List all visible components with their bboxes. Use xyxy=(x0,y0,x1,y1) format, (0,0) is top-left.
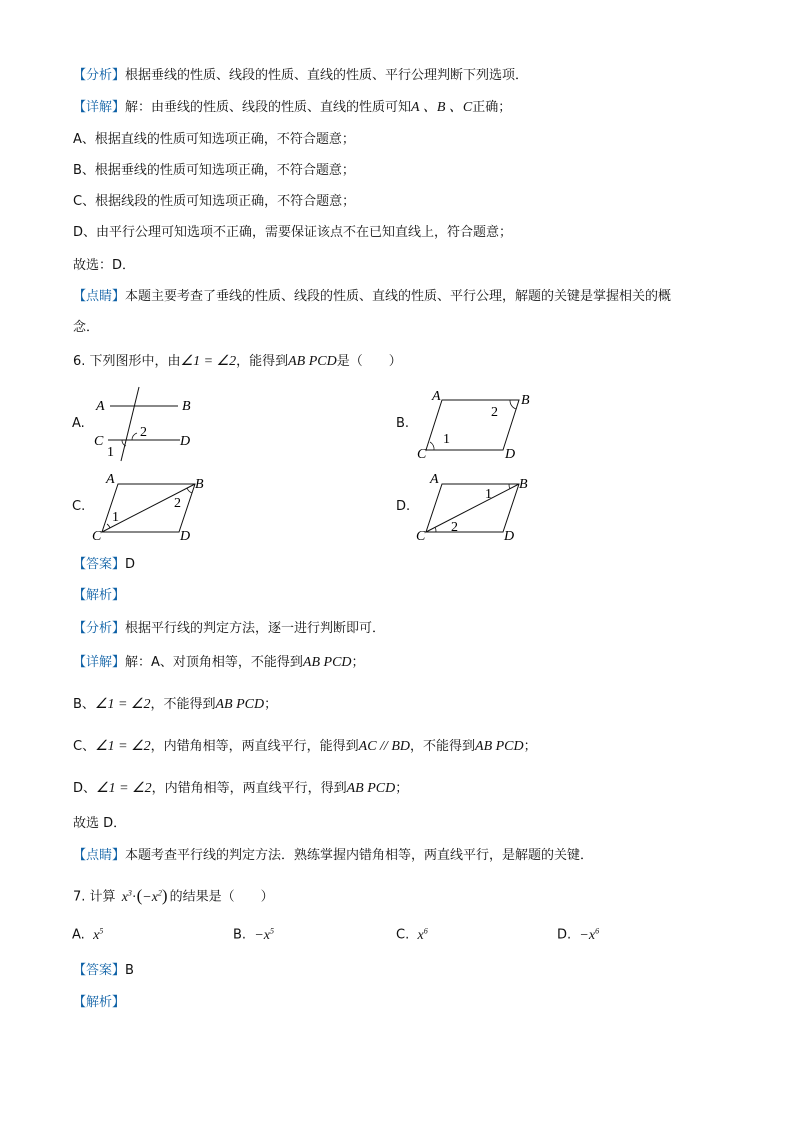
q6-stem-angle: ∠1 = ∠2 xyxy=(180,354,237,369)
detail-math: ∠1 = ∠2 xyxy=(95,739,151,754)
detail-end: ； xyxy=(351,655,365,670)
q6-label-a: A. xyxy=(72,416,85,431)
angle-1-label: 1 xyxy=(443,432,450,447)
detail-math: AB PCD xyxy=(215,697,265,712)
q7-jiexi xyxy=(73,993,125,1013)
detail-end: ； xyxy=(523,739,537,754)
q6-label-c: C. xyxy=(72,499,86,514)
angle-2-arc xyxy=(510,400,516,409)
detail-text-end: 正确； xyxy=(472,100,512,115)
q7-choice-b xyxy=(233,926,274,944)
detail-math: A 、B 、C xyxy=(411,100,473,115)
angle-1-arc xyxy=(509,484,510,489)
q5-comment xyxy=(73,287,671,307)
q6-figure-d xyxy=(412,468,537,548)
answer-value: B xyxy=(125,963,134,978)
q7-choice-a xyxy=(72,926,103,944)
jiexi-tag: 【解析】 xyxy=(73,588,126,603)
q6-stem xyxy=(73,352,402,372)
q7-answer xyxy=(73,961,134,981)
detail-text: ，不能得到 xyxy=(150,697,216,712)
q6-figure-c xyxy=(88,468,213,548)
pt-d: D xyxy=(180,434,191,449)
q7-stem xyxy=(73,883,274,908)
comment-text: 本题主要考查了垂线的性质、线段的性质、直线的性质、平行公理，解题的关键是掌握相关的概 xyxy=(125,289,672,304)
detail-text: ，内错角相等，两直线平行，得到 xyxy=(151,781,347,796)
pt-d: D xyxy=(180,529,191,544)
choice-label: C. xyxy=(396,927,410,943)
q5-option-d: D、由平行公理可知选项不正确，需要保证该点不在已知直线上，符合题意； xyxy=(73,225,513,240)
angle-2-arc xyxy=(132,433,137,440)
q7-choice-d xyxy=(557,926,599,944)
angle-1-arc xyxy=(107,524,110,528)
comment-tag: 【点睛】 xyxy=(73,848,126,863)
detail-math: AB PCD xyxy=(302,655,352,670)
comment-tag: 【点睛】 xyxy=(73,289,126,304)
angle-1-label: 1 xyxy=(107,445,114,460)
q6-detail-c xyxy=(73,737,537,757)
pt-b: B xyxy=(195,477,204,492)
jiexi-tag: 【解析】 xyxy=(73,995,126,1010)
answer-tag: 【答案】 xyxy=(73,963,126,978)
detail-text: B、 xyxy=(73,697,95,712)
q6-jiexi xyxy=(73,586,125,606)
q6-figure-a xyxy=(88,385,213,465)
choice-label: D. xyxy=(557,927,572,943)
q6-figure-b xyxy=(412,385,537,465)
q6-analysis xyxy=(73,619,385,639)
q6-choice: 故选 D． xyxy=(73,816,127,831)
choice-math: $-x^5$ xyxy=(254,926,274,943)
pt-b: B xyxy=(182,399,191,414)
q7-stem-a: 7. 计算 xyxy=(73,889,116,905)
q6-detail-b xyxy=(73,695,277,715)
analysis-text: 根据平行线的判定方法，逐一进行判断即可． xyxy=(125,621,386,636)
q6-stem-target: AB PCD xyxy=(288,354,337,369)
choice-math: $-x^6$ xyxy=(579,926,600,943)
q7-stem-b: 的结果是（ ） xyxy=(169,889,274,905)
q6-label-b: B. xyxy=(396,416,410,431)
transversal xyxy=(121,387,139,461)
pt-a: A xyxy=(96,399,105,414)
q6-stem-a: 6. 下列图形中，由 xyxy=(73,354,181,369)
detail-end: ； xyxy=(264,697,278,712)
angle-2-label: 2 xyxy=(491,405,498,420)
pt-a: A xyxy=(106,472,115,487)
pt-c: C xyxy=(417,447,427,462)
q5-comment-cont: 念． xyxy=(73,320,100,335)
detail-text: 解：A、对顶角相等，不能得到 xyxy=(125,655,303,670)
parallelogram xyxy=(426,400,519,450)
analysis-text: 根据垂线的性质、线段的性质、直线的性质、平行公理判断下列选项． xyxy=(125,68,529,83)
detail-text: 解：由垂线的性质、线段的性质、直线的性质可知 xyxy=(125,100,412,115)
angle-1-label: 1 xyxy=(112,510,119,525)
q7-expression: $x^3\cdot(-x^2)$ xyxy=(121,885,168,905)
angle-2-arc xyxy=(435,527,436,532)
analysis-tag: 【分析】 xyxy=(73,621,126,636)
detail-math: AB PCD xyxy=(346,781,396,796)
q6-detail-d xyxy=(73,779,408,799)
q6-stem-c: 是（ ） xyxy=(336,354,402,369)
angle-1-label: 1 xyxy=(485,487,492,502)
choice-math: $x^6$ xyxy=(417,926,428,943)
pt-d: D xyxy=(504,529,515,544)
angle-2-label: 2 xyxy=(451,520,458,535)
pt-c: C xyxy=(94,434,104,449)
q5-analysis xyxy=(73,66,528,86)
detail-text: C、 xyxy=(73,739,96,754)
pt-a: A xyxy=(430,472,439,487)
answer-tag: 【答案】 xyxy=(73,557,126,572)
q5-option-a: A、根据直线的性质可知选项正确，不符合题意； xyxy=(73,132,355,147)
pt-d: D xyxy=(505,447,516,462)
pt-c: C xyxy=(416,529,426,544)
q7-choice-c xyxy=(396,926,428,944)
detail-text: D、 xyxy=(73,781,97,796)
q6-answer xyxy=(73,555,135,575)
angle-2-label: 2 xyxy=(174,496,181,511)
pt-b: B xyxy=(521,393,530,408)
detail-tag: 【详解】 xyxy=(73,655,126,670)
detail-tag: 【详解】 xyxy=(73,100,126,115)
pt-c: C xyxy=(92,529,102,544)
q5-option-b: B、根据垂线的性质可知选项正确，不符合题意； xyxy=(73,163,355,178)
angle-2-arc xyxy=(187,488,192,493)
pt-b: B xyxy=(519,477,528,492)
q6-comment xyxy=(73,846,593,866)
q6-detail-a xyxy=(73,653,365,673)
q5-choice: 故选：D． xyxy=(73,258,136,273)
choice-math: $x^5$ xyxy=(93,926,104,943)
pt-a: A xyxy=(432,389,441,404)
q5-detail xyxy=(73,98,511,118)
q6-stem-b: ，能得到 xyxy=(236,354,289,369)
q6-label-d: D. xyxy=(396,499,411,514)
detail-math: ∠1 = ∠2 xyxy=(94,697,151,712)
comment-text: 本题考查平行线的判定方法．熟练掌握内错角相等，两直线平行，是解题的关键． xyxy=(125,848,594,863)
angle-1-arc xyxy=(430,442,434,450)
q5-option-c: C、根据线段的性质可知选项正确，不符合题意； xyxy=(73,194,356,209)
detail-end: ； xyxy=(395,781,409,796)
angle-2-label: 2 xyxy=(140,425,147,440)
detail-math: ∠1 = ∠2 xyxy=(96,781,152,796)
detail-math: AC // BD xyxy=(358,739,410,754)
choice-label: A. xyxy=(72,927,85,943)
answer-value: D xyxy=(125,557,136,572)
detail-text: ，不能得到 xyxy=(410,739,476,754)
detail-text: ，内错角相等，两直线平行，能得到 xyxy=(150,739,359,754)
analysis-tag: 【分析】 xyxy=(73,68,126,83)
choice-label: B. xyxy=(233,927,247,943)
detail-math: AB PCD xyxy=(475,739,524,754)
